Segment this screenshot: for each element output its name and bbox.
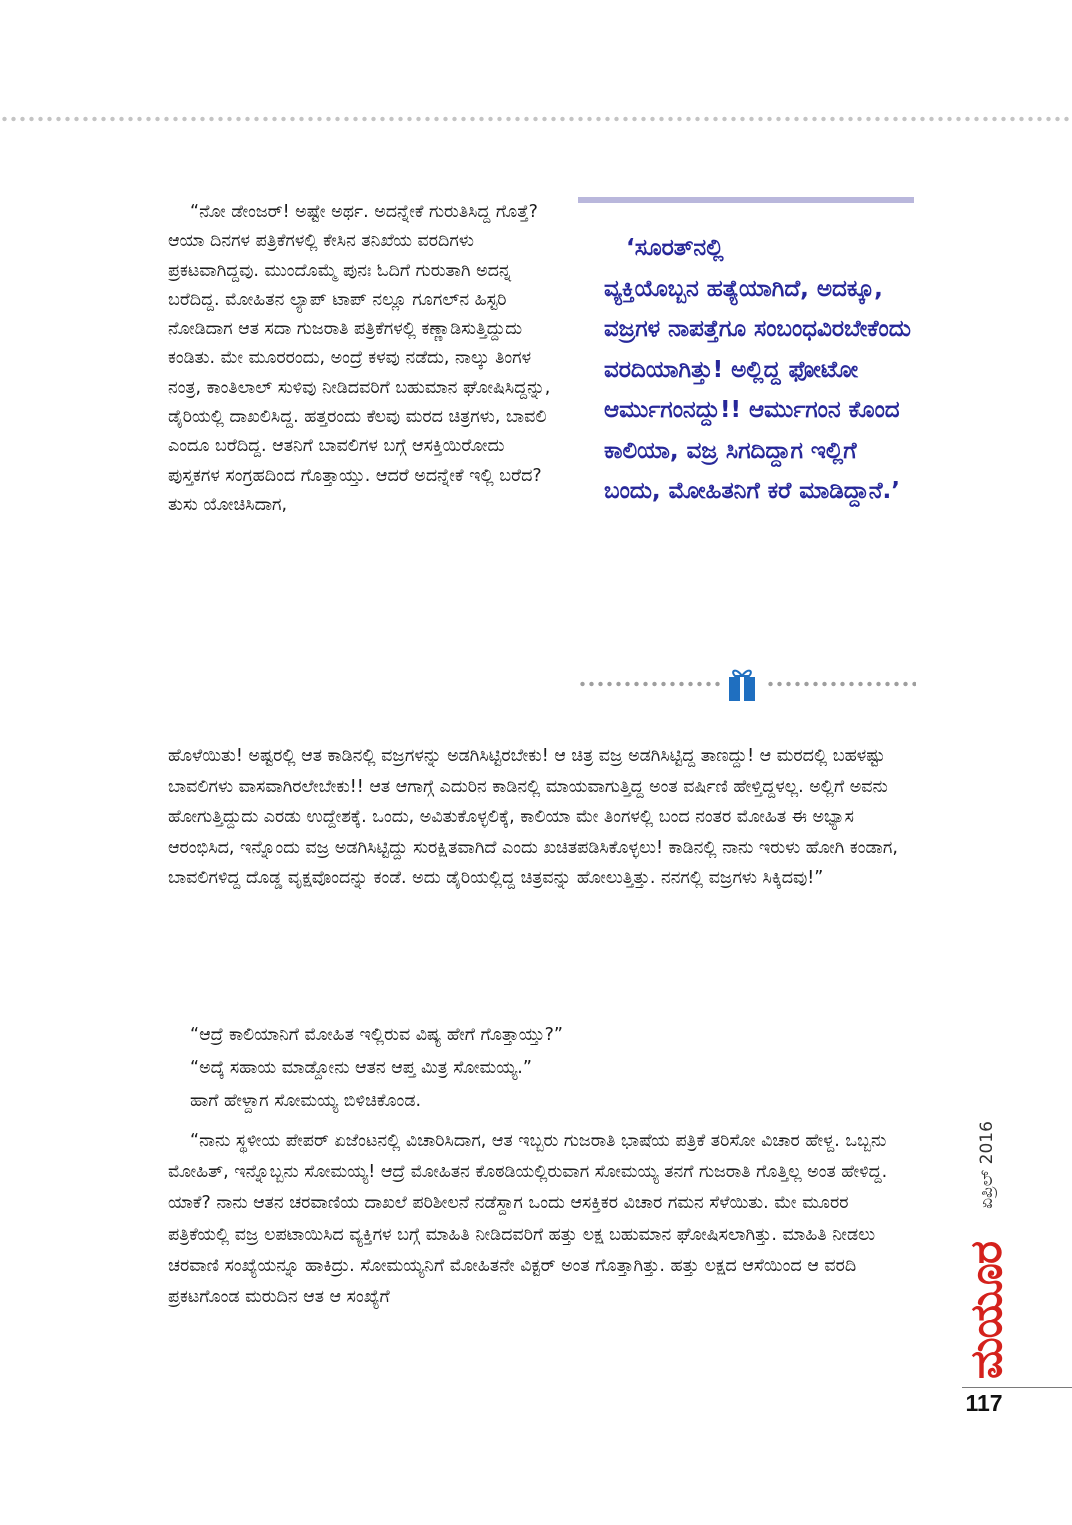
- bottom-paragraph: “ನಾನು ಸ್ಥಳೀಯ ಪೇಪರ್ ಏಜೆಂಟನಲ್ಲಿ ವಿಚಾರಿಸಿದಾಗ, ಆತ ಇಬ್ಬರು ಗುಜರಾತಿ ಭಾಷೆಯ ಪತ್ರಿಕೆ ತರಿಸೋ ವಿಚಾರ ಹೇಳ್ದ. ಒಬ್ಬನು ಮೋಹಿತ್, ಇನ್ನೊಬ್ಬನು ಸೋಮಯ್ಯ! ಆದ್ರೆ ಮೋಹಿತನ ಕೊಠಡಿಯಲ್ಲಿರುವಾಗ ಸೋಮಯ್ಯ ತನಗೆ ಗುಜರಾತಿ ಗೊತ್ತಿಲ್ಲ ಅಂತ ಹೇಳಿದ್ದ. ಯಾಕೆ? ನಾನು ಆತನ ಚರವಾಣಿಯ ದಾಖಲೆ ಪರಿಶೀಲನೆ ನಡೆಸ್ದಾಗ ಒಂದು ಆಸಕ್ತಿಕರ ವಿಚಾರ ಗಮನ ಸೆಳೆಯಿತು. ಮೇ ಮೂರರ ಪತ್ರಿಕೆಯಲ್ಲಿ ವಜ್ರ ಲಪಟಾಯಿಸಿದ ವ್ಯಕ್ತಿಗಳ ಬಗ್ಗೆ ಮಾಹಿತಿ ನೀಡಿದವರಿಗೆ ಹತ್ತು ಲಕ್ಷ ಬಹುಮಾನ ಘೋಷಿಸಲಾಗಿತ್ತು. ಮಾಹಿತಿ ನೀಡಲು ಚರವಾಣಿ ಸಂಖ್ಯೆಯನ್ನೂ ಹಾಕಿದ್ರು. ಸೋಮಯ್ಯನಿಗೆ ಮೋಹಿತನೇ ವಿಕ್ಟರ್ ಅಂತ ಗೊತ್ತಾಗಿತ್ತು. ಹತ್ತು ಲಕ್ಷದ ಆಸೆಯಿಂದ ಆ ವರದಿ ಪ್ರಕಟಗೊಂಡ ಮರುದಿನ ಆತ ಆ ಸಂಖ್ಯೆಗೆ: [168, 1131, 888, 1308]
- dialogue-line-1: “ಆದ್ರೆ ಕಾಲಿಯಾನಿಗೆ ಮೋಹಿತ ಇಲ್ಲಿರುವ ವಿಷ್ಯ ಹೇಗೆ ಗೊತ್ತಾಯ್ತು?”: [190, 1025, 563, 1045]
- page-number: 117: [965, 1390, 1003, 1416]
- body-continuation-paragraph: ಹೊಳೆಯಿತು! ಅಷ್ಟರಲ್ಲಿ ಆತ ಕಾಡಿನಲ್ಲಿ ವಜ್ರಗಳನ್ನು ಅಡಗಿಸಿಟ್ಟಿರಬೇಕು! ಆ ಚಿತ್ರ ವಜ್ರ ಅಡಗಿಸಿಟ್ಟಿದ್ದ ತಾಣದ್ದು! ಆ ಮರದಲ್ಲಿ ಬಹಳಷ್ಟು ಬಾವಲಿಗಳು ವಾಸವಾಗಿರಲೇಬೇಕು!! ಆತ ಆಗಾಗ್ಗೆ ಎದುರಿನ ಕಾಡಿನಲ್ಲಿ ಮಾಯವಾಗುತ್ತಿದ್ದ ಅಂತ ವರ್ಷಿಣಿ ಹೇಳ್ತಿದ್ದಳಲ್ಲ. ಅಲ್ಲಿಗೆ ಅವನು ಹೋಗುತ್ತಿದ್ದುದು ಎರಡು ಉದ್ದೇಶಕ್ಕೆ. ಒಂದು, ಅವಿತುಕೊಳ್ಳಲಿಕ್ಕೆ, ಕಾಲಿಯಾ ಮೇ ತಿಂಗಳಲ್ಲಿ ಬಂದ ನಂತರ ಮೋಹಿತ ಈ ಅಭ್ಯಾಸ ಆರಂಭಿಸಿದ, ಇನ್ನೊಂದು ವಜ್ರ ಅಡಗಿಸಿಟ್ಟಿದ್ದು ಸುರಕ್ಷಿತವಾಗಿದೆ ಎಂದು ಖಚಿತಪಡಿಸಿಕೊಳ್ಳಲು! ಕಾಡಿನಲ್ಲಿ ನಾನು ಇರುಳು ಹೋಗಿ ಕಂಡಾಗ, ಬಾವಲಿಗಳಿದ್ದ ದೊಡ್ಡ ವೃಕ್ಷವೊಂದನ್ನು ಕಂಡೆ. ಅದು ಡೈರಿಯಲ್ಲಿದ್ದ ಚಿತ್ರವನ್ನು ಹೋಲುತ್ತಿತ್ತು. ನನಗಲ್ಲಿ ವಜ್ರಗಳು ಸಿಕ್ಕಿದವು!”: [168, 746, 898, 889]
- magazine-masthead: [961, 1240, 1013, 1380]
- issue-date-text: ಏಪ್ರಿಲ್ 2016: [977, 1121, 997, 1209]
- masthead-text: ಮಯೂರ: [961, 1241, 1013, 1379]
- pull-quote: [604, 228, 914, 512]
- top-dotted-rule: [0, 115, 1072, 123]
- page-number-rule: [962, 1387, 1072, 1388]
- divider-dots-right: [766, 680, 916, 688]
- gift-box-icon: [726, 667, 758, 703]
- issue-date: [964, 1100, 1010, 1230]
- dialogue-line-2: “ಅದ್ಕೆ ಸಹಾಯ ಮಾಡ್ದೋನು ಆತನ ಆಪ್ತ ಮಿತ್ರ ಸೋಮಯ್ಯ.”: [190, 1058, 532, 1078]
- divider-dots-left: [578, 680, 720, 688]
- dialogue-line-3: ಹಾಗೆ ಹೇಳ್ದಾಗ ಸೋಮಯ್ಯ ಬಿಳಿಚಿಕೊಂಡ.: [190, 1091, 422, 1111]
- pull-quote-first-line: ‘ಸೂರತ್‌ನಲ್ಲಿ: [626, 235, 724, 261]
- pull-quote-top-rule: [578, 197, 914, 203]
- pull-quote-body: ವ್ಯಕ್ತಿಯೊಬ್ಬನ ಹತ್ಯೆಯಾಗಿದೆ, ಅದಕ್ಕೂ, ವಜ್ರಗಳ ನಾಪತ್ತೆಗೂ ಸಂಬಂಧವಿರಬೇಕೆಂದು ವರದಿಯಾಗಿತ್ತು! ಅಲ್ಲಿದ್ದ ಫೋಟೋ ಆರ್ಮುಗಂನದ್ದು!! ಆರ್ಮುಗಂನ ಕೊಂದ ಕಾಲಿಯಾ, ವಜ್ರ ಸಿಗದಿದ್ದಾಗ ಇಲ್ಲಿಗೆ ಬಂದು, ಮೋಹಿತನಿಗೆ ಕರೆ ಮಾಡಿದ್ದಾನೆ.’: [604, 275, 911, 504]
- left-column-paragraph: “ನೋ ಡೇಂಜರ್! ಅಷ್ಟೇ ಅರ್ಥ. ಅದನ್ನೇಕೆ ಗುರುತಿಸಿದ್ದ ಗೊತ್ತೆ? ಆಯಾ ದಿನಗಳ ಪತ್ರಿಕೆಗಳಲ್ಲಿ ಕೇಸಿನ ತನಿಖೆಯ ವರದಿಗಳು ಪ್ರಕಟವಾಗಿದ್ದವು. ಮುಂದೊಮ್ಮೆ ಪುನಃ ಓದಿಗೆ ಗುರುತಾಗಿ ಅದನ್ನ ಬರೆದಿದ್ದ. ಮೋಹಿತನ ಲ್ಯಾಪ್ ಟಾಪ್ ನಲ್ಲೂ ಗೂಗಲ್‌ನ ಹಿಸ್ಟರಿ ನೋಡಿದಾಗ ಆತ ಸದಾ ಗುಜರಾತಿ ಪತ್ರಿಕೆಗಳಲ್ಲಿ ಕಣ್ಣಾಡಿಸುತ್ತಿದ್ದುದು ಕಂಡಿತು. ಮೇ ಮೂರರಂದು, ಅಂದ್ರೆ ಕಳವು ನಡೆದು, ನಾಲ್ಕು ತಿಂಗಳ ನಂತ್ರ, ಕಾಂತಿಲಾಲ್ ಸುಳಿವು ನೀಡಿದವರಿಗೆ ಬಹುಮಾನ ಘೋಷಿಸಿದ್ದನ್ನು, ಡೈರಿಯಲ್ಲಿ ದಾಖಲಿಸಿದ್ದ. ಹತ್ತರಂದು ಕೆಲವು ಮರದ ಚಿತ್ರಗಳು, ಬಾವಲಿ ಎಂದೂ ಬರೆದಿದ್ದ. ಆತನಿಗೆ ಬಾವಲಿಗಳ ಬಗ್ಗೆ ಆಸಕ್ತಿಯಿರೋದು ಪುಸ್ತಕಗಳ ಸಂಗ್ರಹದಿಂದ ಗೊತ್ತಾಯ್ತು. ಆದರೆ ಅದನ್ನೇಕೆ ಇಲ್ಲಿ ಬರೆದ? ತುಸು ಯೋಚಿಸಿದಾಗ,: [168, 202, 551, 515]
